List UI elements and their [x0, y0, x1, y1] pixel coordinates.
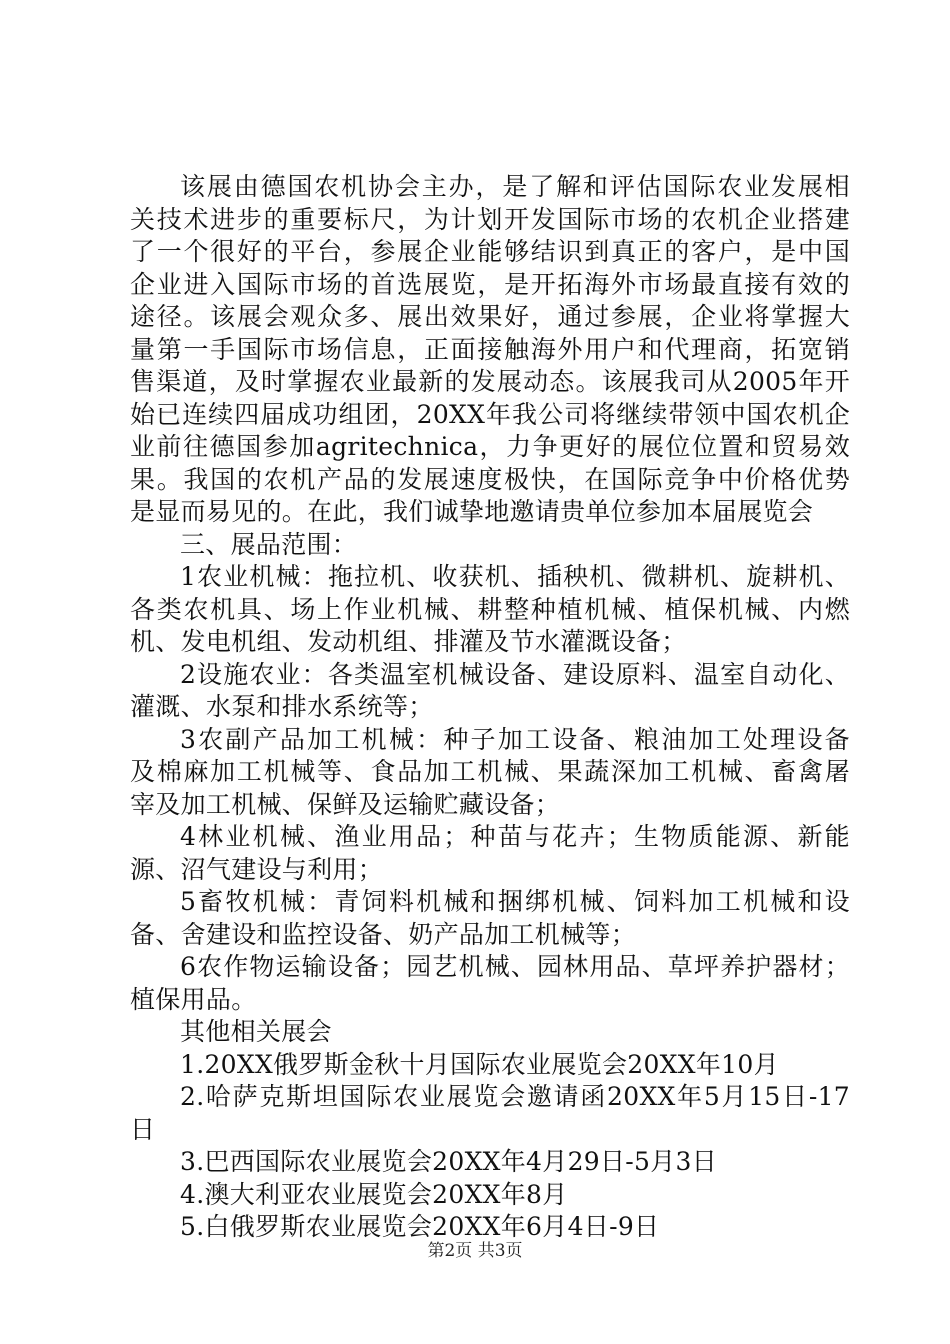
text-line: 1农业机械：拖拉机、收获机、插秧机、微耕机、旋耕机、	[180, 562, 850, 591]
text-line: 业前往德国参加agritechnica，力争更好的展位位置和贸易效	[130, 432, 850, 461]
text-line: 3农副产品加工机械：种子加工设备、粮油加工处理设备	[180, 724, 850, 754]
text-line: 机、发电机组、发动机组、排灌及节水灌溉设备；	[130, 627, 687, 656]
text-line: 备、舍建设和监控设备、奶产品加工机械等；	[130, 919, 637, 949]
text-line: 日	[130, 1114, 156, 1144]
text-line: 4林业机械、渔业用品；种苗与花卉；生物质能源、新能	[180, 822, 850, 851]
text-line: 及棉麻加工机械等、食品加工机械、果蔬深加工机械、畜禽屠	[130, 757, 850, 786]
text-line: 该展由德国农机协会主办，是了解和评估国际农业发展相	[180, 172, 850, 201]
page-number-footer: 第2页 共3页	[427, 1241, 523, 1261]
text-line: 灌溉、水泵和排水系统等；	[130, 692, 434, 721]
text-line: 5畜牧机械：青饲料机械和捆绑机械、饲料加工机械和设	[180, 887, 850, 916]
text-line: 1.20XX俄罗斯金秋十月国际农业展览会20XX年10月	[180, 1049, 779, 1079]
text-line: 果。我国的农机产品的发展速度极快，在国际竞争中价格优势	[130, 464, 850, 494]
text-line: 关技术进步的重要标尺，为计划开发国际市场的农机企业搭建	[130, 204, 850, 234]
text-line: 宰及加工机械、保鲜及运输贮藏设备；	[130, 789, 561, 819]
text-line: 5.白俄罗斯农业展览会20XX年6月4日-9日	[180, 1212, 660, 1241]
text-line: 量第一手国际市场信息，正面接触海外用户和代理商，拓宽销	[130, 334, 850, 364]
text-line: 了一个很好的平台，参展企业能够结识到真正的客户，是中国	[130, 237, 850, 266]
text-line: 其他相关展会	[180, 1017, 332, 1046]
text-line: 是显而易见的。在此，我们诚挚地邀请贵单位参加本届展览会	[130, 497, 814, 526]
text-line: 企业进入国际市场的首选展览，是开拓海外市场最直接有效的	[130, 269, 850, 299]
text-line: 各类农机具、场上作业机械、耕整种植机械、植保机械、内燃	[130, 594, 850, 624]
text-line: 售渠道，及时掌握农业最新的发展动态。该展我司从2005年开	[130, 367, 850, 396]
text-line: 源、沼气建设与利用；	[130, 854, 384, 884]
text-line: 4.澳大利亚农业展览会20XX年8月	[180, 1179, 568, 1209]
text-line: 6农作物运输设备；园艺机械、园林用品、草坪养护器材；	[180, 952, 850, 981]
text-line: 始已连续四届成功组团，20XX年我公司将继续带领中国农机企	[130, 399, 850, 429]
text-line: 植保用品。	[130, 984, 257, 1014]
text-line: 2.哈萨克斯坦国际农业展览会邀请函20XX年5月15日-17	[180, 1082, 850, 1111]
document-body	[130, 171, 850, 1244]
text-line: 2设施农业：各类温室机械设备、建设原料、温室自动化、	[180, 659, 850, 689]
text-line: 三、展品范围：	[180, 529, 358, 559]
text-line: 3.巴西国际农业展览会20XX年4月29日-5月3日	[180, 1147, 718, 1176]
text-line: 途径。该展会观众多、展出效果好，通过参展，企业将掌握大	[130, 302, 850, 331]
